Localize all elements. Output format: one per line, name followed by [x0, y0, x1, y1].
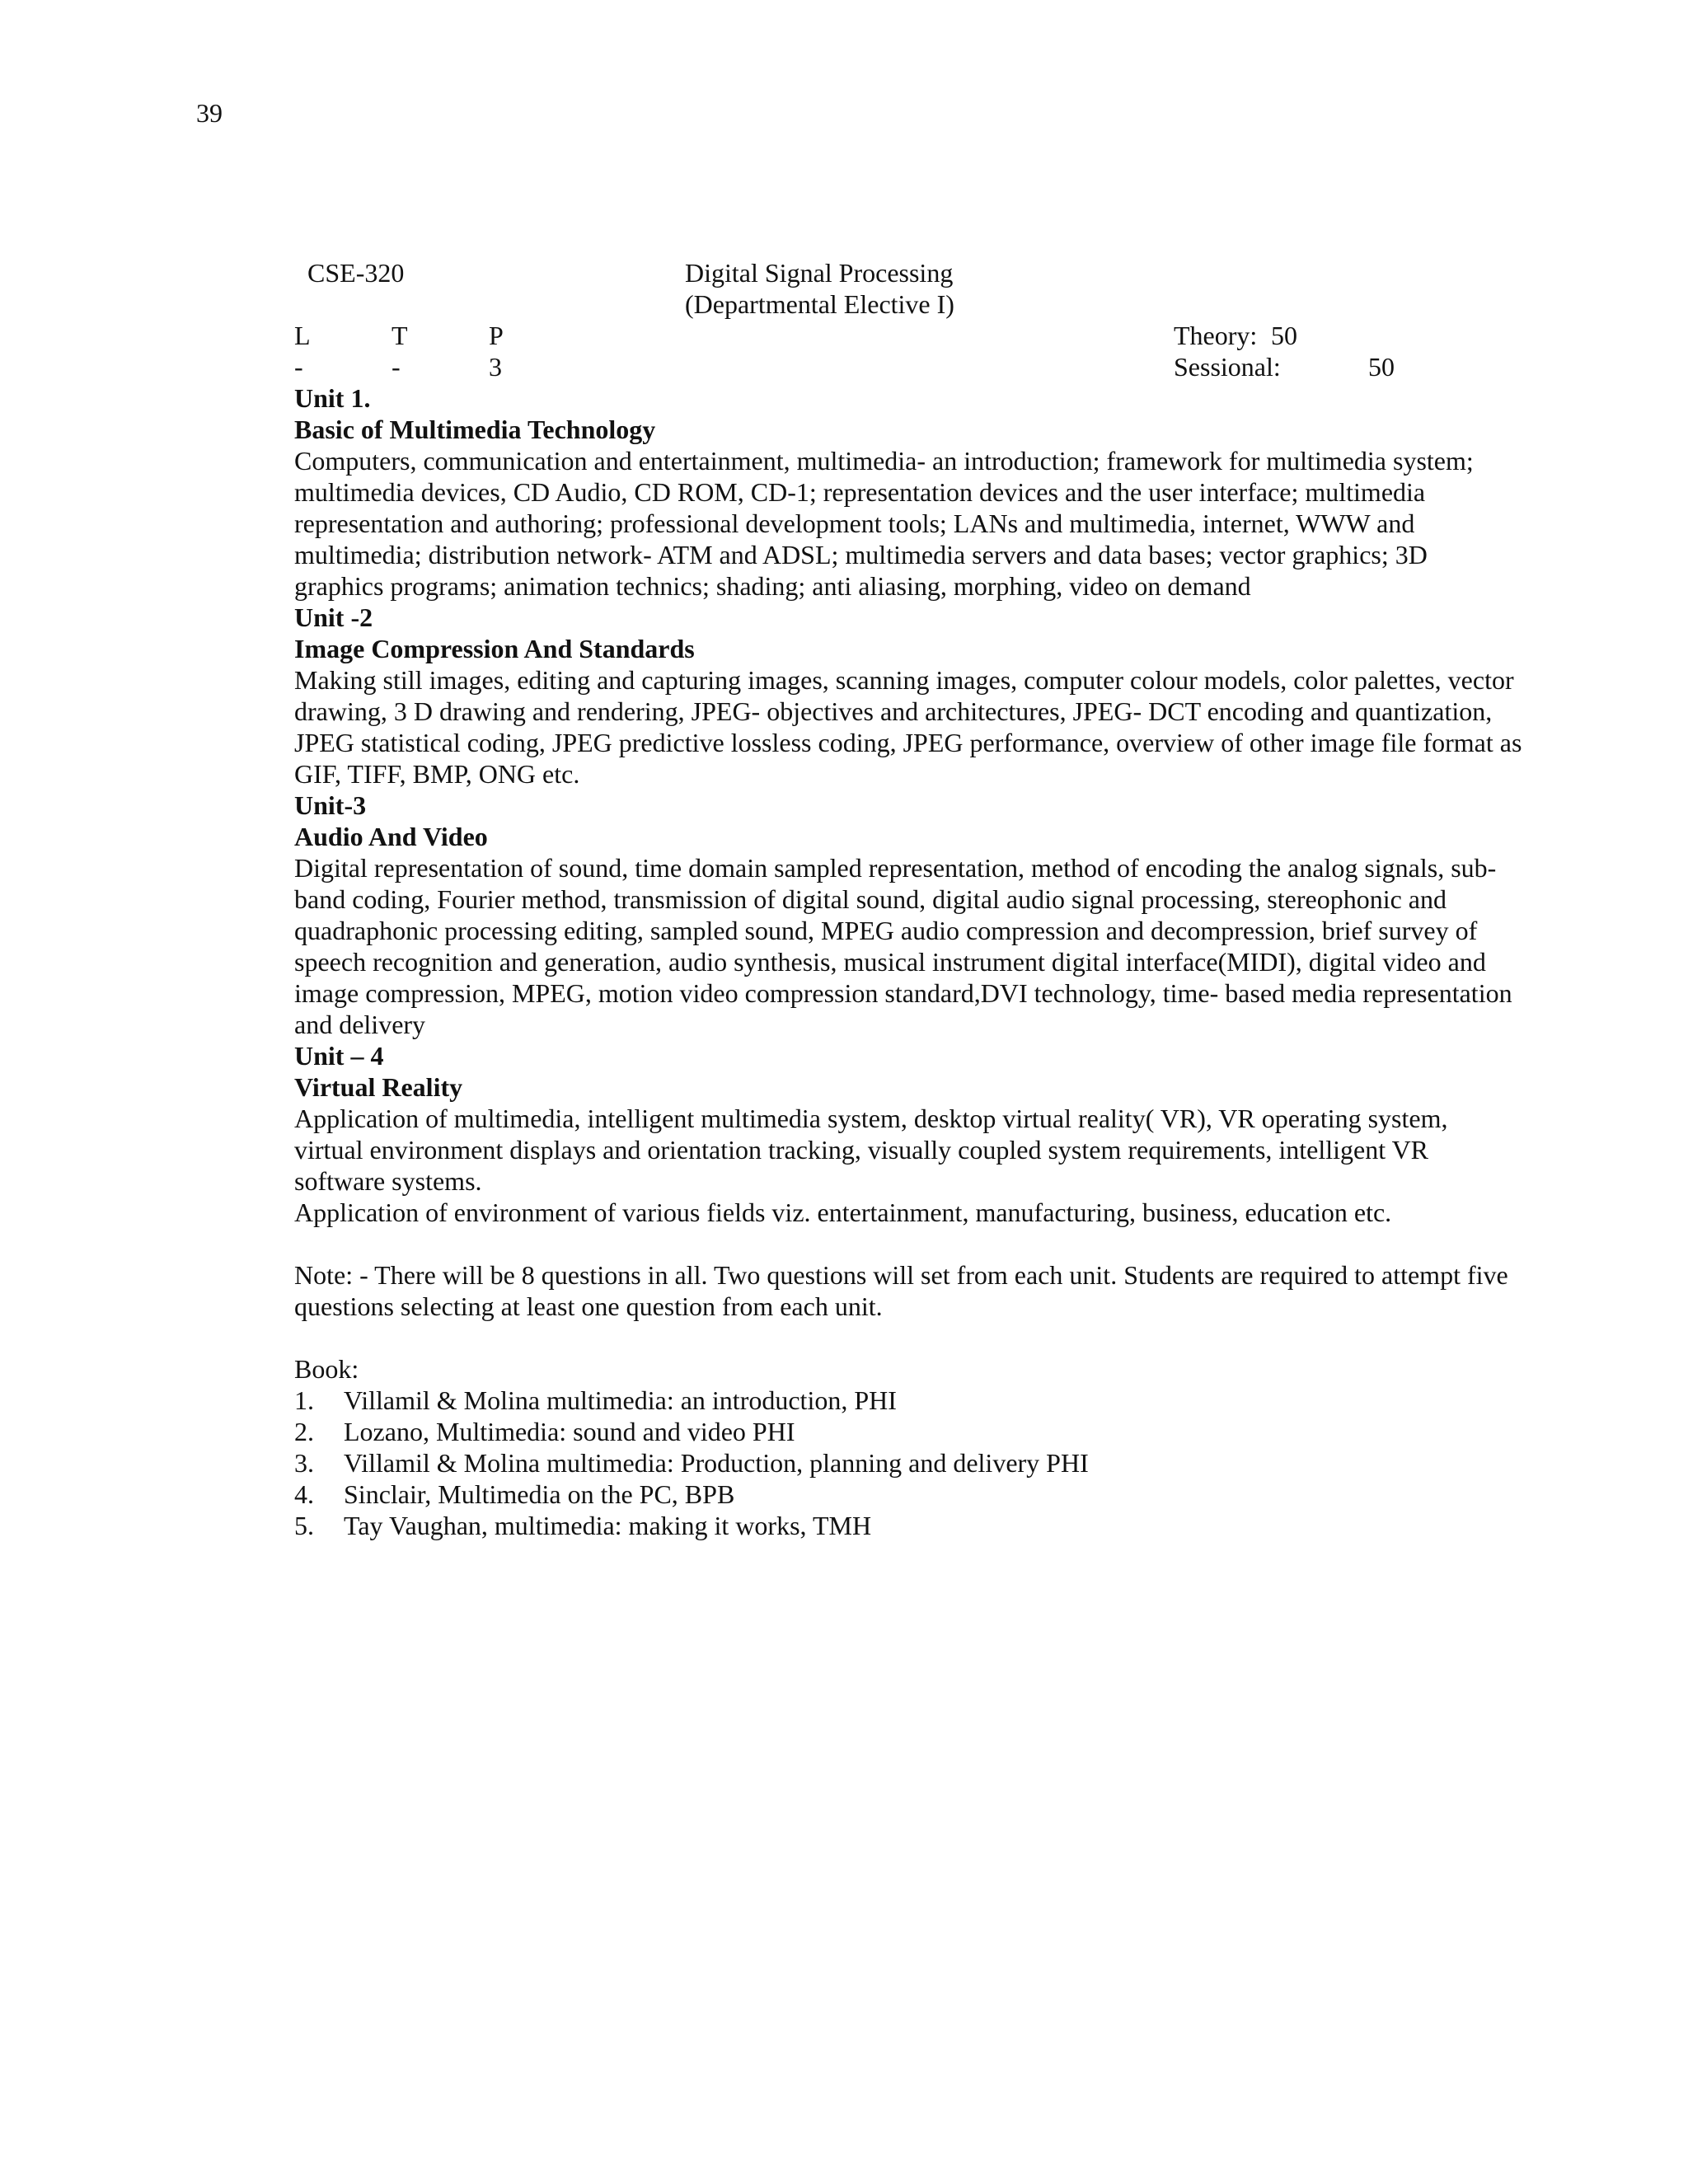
- page-number: 39: [196, 98, 223, 128]
- ltp-value-t: -: [392, 352, 401, 382]
- unit-4-content: Application of multimedia, intelligent multimedia system, desktop virtual reality( VR), VR operating system, virtual environment displays and orientation tracking, visually coupled system requirements, intelligent VR software systems.: [294, 1104, 1448, 1196]
- course-subtitle-row: [294, 288, 1522, 320]
- theory-marks: 50: [1271, 321, 1297, 350]
- book-item: [294, 1416, 1522, 1447]
- ltp-labels-row: [294, 320, 1522, 351]
- book-number: 3.: [294, 1448, 314, 1478]
- unit-3-heading: Audio And Video: [294, 822, 488, 851]
- book-title: Villamil & Molina multimedia: Production, planning and delivery PHI: [344, 1448, 1089, 1478]
- book-number: 2.: [294, 1417, 314, 1446]
- book-title: Villamil & Molina multimedia: an introduction, PHI: [344, 1385, 897, 1415]
- book-number: 1.: [294, 1385, 314, 1415]
- book-number: 4.: [294, 1479, 314, 1509]
- unit-1-label: Unit 1.: [294, 383, 371, 413]
- books-heading: Book:: [294, 1354, 359, 1384]
- unit-4-heading: Virtual Reality: [294, 1072, 463, 1102]
- book-item: [294, 1447, 1522, 1479]
- book-item: [294, 1510, 1522, 1541]
- unit-2-heading: Image Compression And Standards: [294, 634, 695, 663]
- course-title: Digital Signal Processing: [685, 258, 954, 288]
- book-title: Sinclair, Multimedia on the PC, BPB: [344, 1479, 735, 1509]
- ltp-label-t: T: [392, 321, 408, 350]
- course-header-row: [294, 257, 1522, 288]
- unit-2-label: Unit -2: [294, 602, 373, 632]
- spacer: [294, 1322, 1522, 1353]
- sessional-label: Sessional:: [1174, 352, 1281, 382]
- unit-4-content-extra: Application of environment of various fields viz. entertainment, manufacturing, business, education etc.: [294, 1197, 1392, 1227]
- unit-2-content: Making still images, editing and capturing images, scanning images, computer colour models, color palettes, vector drawing, 3 D drawing and rendering, JPEG- objectives and architectures, JPEG- DCT encoding and quantization, JPEG statistical coding, JPEG predictive lossless coding, JPEG performance, overview of other image file format as GIF, TIFF, BMP, ONG etc.: [294, 665, 1522, 789]
- book-item: [294, 1385, 1522, 1416]
- book-item: [294, 1479, 1522, 1510]
- sessional-marks: 50: [1368, 352, 1395, 382]
- ltp-value-p: 3: [489, 352, 502, 382]
- book-number: 5.: [294, 1511, 314, 1540]
- unit-3-content: Digital representation of sound, time domain sampled representation, method of encoding the analog signals, sub-band coding, Fourier method, transmission of digital sound, digital audio signal processing, stereophonic and quadraphonic processing editing, sampled sound, MPEG audio compression and decompression, brief survey of speech recognition and generation, audio synthesis, musical instrument digital interface(MIDI), digital video and image compression, MPEG, motion video compression standard,DVI technology, time- based media representation and delivery: [294, 853, 1512, 1039]
- course-code: CSE-320: [307, 258, 405, 288]
- spacer: [294, 1228, 1522, 1259]
- ltp-values-row: [294, 351, 1522, 382]
- unit-4-label: Unit – 4: [294, 1041, 384, 1071]
- exam-note: Note: - There will be 8 questions in all. Two questions will set from each unit. Students are required to attempt five questions selecting at least one question from each unit.: [294, 1260, 1508, 1321]
- book-title: Lozano, Multimedia: sound and video PHI: [344, 1417, 795, 1446]
- ltp-label-l: L: [294, 321, 311, 350]
- ltp-label-p: P: [489, 321, 504, 350]
- syllabus-document: [294, 257, 1522, 1541]
- course-subtitle: (Departmental Elective I): [685, 289, 954, 319]
- ltp-value-l: -: [294, 352, 303, 382]
- unit-1-content: Computers, communication and entertainment, multimedia- an introduction; framework for multimedia system; multimedia devices, CD Audio, CD ROM, CD-1; representation devices and the user interface; multimedia representation and authoring; professional development tools; LANs and multimedia, internet, WWW and multimedia; distribution network- ATM and ADSL; multimedia servers and data bases; vector graphics; 3D graphics programs; animation technics; shading; anti aliasing, morphing, video on demand: [294, 446, 1474, 601]
- unit-3-label: Unit-3: [294, 790, 367, 820]
- unit-1-heading: Basic of Multimedia Technology: [294, 415, 656, 444]
- book-title: Tay Vaughan, multimedia: making it works, TMH: [344, 1511, 872, 1540]
- theory-label: Theory:: [1174, 321, 1258, 350]
- book-list: [294, 1385, 1522, 1541]
